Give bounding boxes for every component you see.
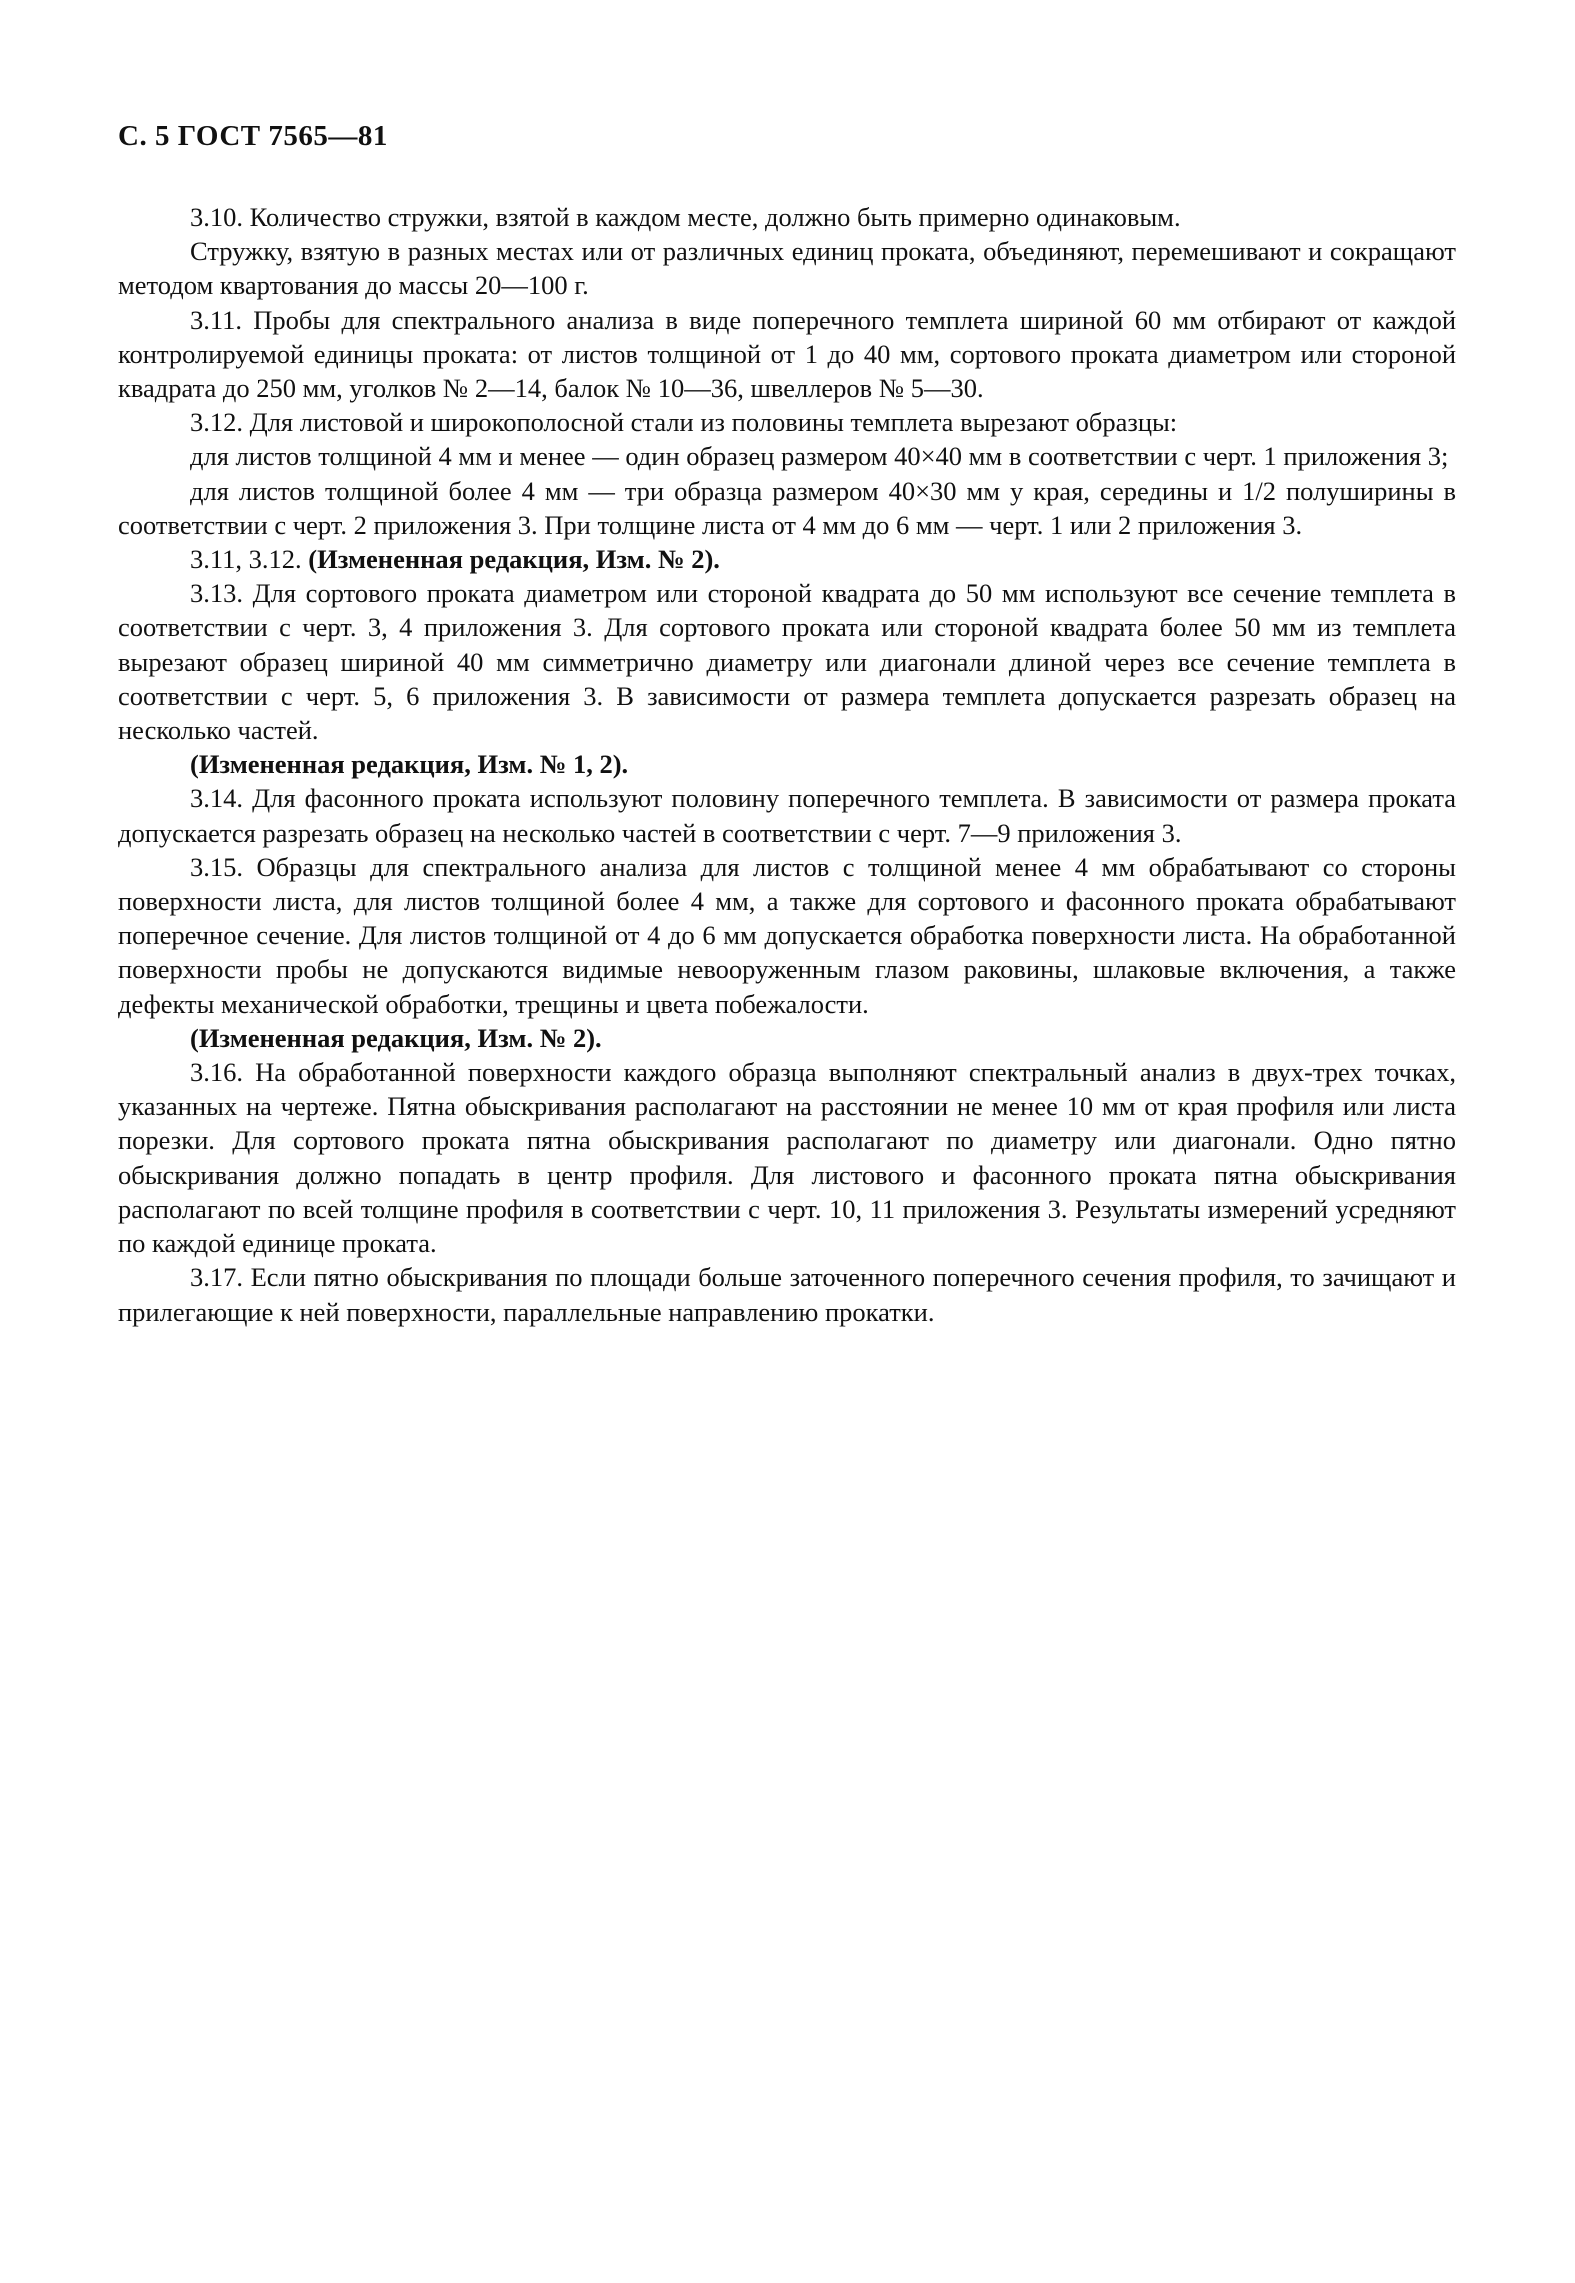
paragraph-thin-sheets: для листов толщиной 4 мм и менее — один образец размером 40×40 мм в соответствии с черт. 1 приложения 3; <box>190 441 1449 472</box>
paragraph-amendment-3-13 <box>118 747 1456 781</box>
paragraph-amendment-3-15 <box>118 1021 1456 1055</box>
paragraph-3-15: 3.15. Образцы для спектрального анализа для листов с толщиной менее 4 мм обрабатывают со стороны поверхности листа, для листов толщиной более 4 мм, а также для сортового и фасонного проката обрабатывают поперечное сечение. Для листов толщиной от 4 до 6 мм допускается обработка поверхности листа. На обработанной поверхности пробы не допускаются видимые невооруженным глазом раковины, шлаковые включения, а также дефекты механической обработки, трещины и цвета побежалости. <box>118 851 1456 1019</box>
paragraph-3-16: 3.16. На обработанной поверхности каждого образца выполняют спектральный анализ в двух-трех точках, указанных на чертеже. Пятна обыскривания располагают на расстоянии не менее 10 мм от края профиля или листа порезки. Для сортового проката пятна обыскривания располагают по диаметру или диагонали. Одно пятно обыскривания должно попадать в центр профиля. Для листового и фасонного проката пятна обыскривания располагают по всей толщине профиля в соответствии с черт. 10, 11 приложения 3. Результаты измерений усредняют по каждой единице проката. <box>118 1057 1456 1259</box>
page-header: С. 5 ГОСТ 7565—81 <box>118 120 388 152</box>
paragraph-chips: Стружку, взятую в разных местах или от различных единиц проката, объединяют, перемешивают и сокращают методом квартования до массы 20—100 г. <box>118 236 1456 301</box>
amendment-note: (Измененная редакция, Изм. № 2). <box>308 544 720 575</box>
paragraph-3-17: 3.17. Если пятно обыскривания по площади больше заточенного поперечного сечения профиля, то зачищают и прилегающие к ней поверхности, параллельные направлению прокатки. <box>118 1262 1456 1327</box>
paragraph-thick-sheets: для листов толщиной более 4 мм — три образца размером 40×30 мм у края, середины и 1/2 полуширины в соответствии с черт. 2 приложения 3. При толщине листа от 4 мм до 6 мм — черт. 1 или 2 приложения 3. <box>118 475 1456 540</box>
amendment-note: (Измененная редакция, Изм. № 1, 2). <box>190 749 629 780</box>
paragraph-3-12: 3.12. Для листовой и широкополосной стали из половины темплета вырезают образцы: <box>190 407 1178 438</box>
paragraph-3-10: 3.10. Количество стружки, взятой в каждом месте, должно быть примерно одинаковым. <box>190 202 1181 232</box>
document-body <box>118 200 1456 1329</box>
paragraph-3-13: 3.13. Для сортового проката диаметром или стороной квадрата до 50 мм используют все сечение темплета в соответствии с черт. 3, 4 приложения 3. Для сортового проката или стороной квадрата более 50 мм из темплета вырезают образец шириной 40 мм симметрично диаметру или диагонали длиной через все сечение темплета в соответствии с черт. 5, 6 приложения 3. В зависимости от размера темплета допускается разрезать образец на несколько частей. <box>118 578 1456 746</box>
amendment-note: (Измененная редакция, Изм. № 2). <box>190 1022 602 1053</box>
paragraph-3-14: 3.14. Для фасонного проката используют половину поперечного темплета. В зависимости от размера проката допускается разрезать образец на несколько частей в соответствии с черт. 7—9 приложения 3. <box>118 783 1456 848</box>
paragraph-3-11: 3.11. Пробы для спектрального анализа в виде поперечного темплета шириной 60 мм отбирают от каждой контролируемой единицы проката: от листов толщиной от 1 до 40 мм, сортового проката диаметром или стороной квадрата до 250 мм, уголков № 2—14, балок № 10—36, швеллеров № 5—30. <box>118 304 1456 404</box>
paragraph-amendment-3-11-3-12: 3.11, 3.12. (Измененная редакция, Изм. № 2). <box>190 544 720 575</box>
